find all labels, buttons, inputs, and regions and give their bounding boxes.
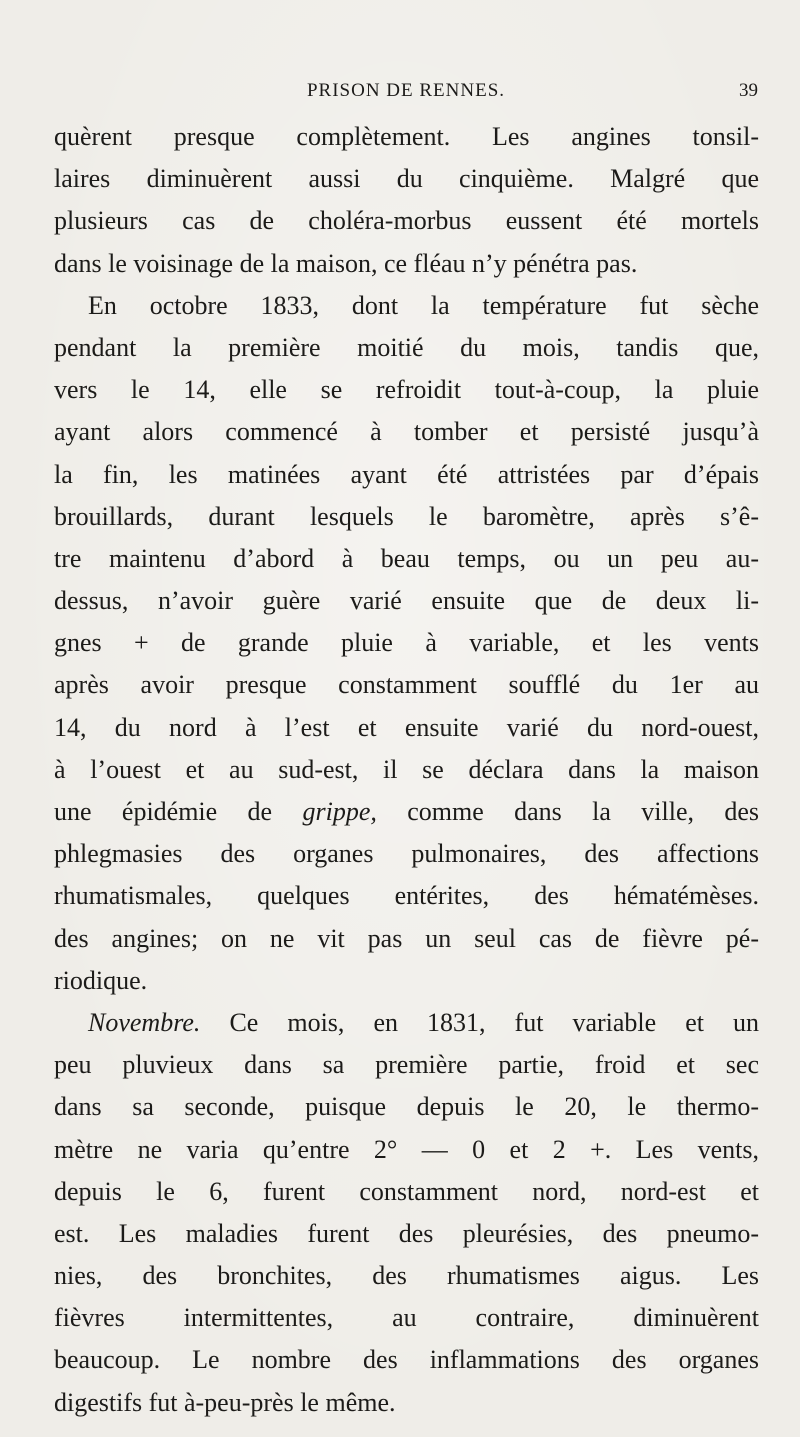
text-fragment: Ce mois, en 1831, fut variable et un xyxy=(229,1007,760,1037)
text-line: plusieurs cas de choléra-morbus eussent été mortels xyxy=(54,206,759,236)
text-line: tre maintenu d’abord à beau temps, ou un peu au- xyxy=(54,543,759,573)
text-line: des angines; on ne vit pas un seul cas de fièvre pé- xyxy=(54,923,759,953)
text-line-novembre xyxy=(54,1002,759,1044)
italic-month: Novembre. xyxy=(88,1007,201,1037)
text-line: la fin, les matinées ayant été attristées par d’épais xyxy=(54,459,759,489)
text-line-grippe xyxy=(54,791,759,833)
text-fragment: comme dans la ville, des xyxy=(407,797,760,826)
text-line: dessus, n’avoir guère varié ensuite que de deux li- xyxy=(54,586,759,616)
text-line: beaucoup. Le nombre des inflammations des organes xyxy=(54,1345,759,1375)
text-line: pendant la première moitié du mois, tandis que, xyxy=(54,332,759,362)
text-line: brouillards, durant lesquels le baromètre, après s’ê- xyxy=(54,501,759,531)
text-line: En octobre 1833, dont la température fut sèche xyxy=(88,290,759,320)
text-line: dans sa seconde, puisque depuis le 20, le thermo- xyxy=(54,1092,759,1122)
text-line: après avoir presque constamment soufflé du 1er au xyxy=(54,670,759,700)
text-line: rhumatismales, quelques entérites, des hématémèses. xyxy=(54,881,759,911)
text-line: nies, des bronchites, des rhumatismes aigus. Les xyxy=(54,1261,759,1291)
text-line: peu pluvieux dans sa première partie, froid et sec xyxy=(54,1050,759,1080)
text-line: laires diminuèrent aussi du cinquième. Malgré que xyxy=(54,164,759,194)
italic-word: grippe, xyxy=(302,797,377,826)
text-line: ayant alors commencé à tomber et persisté jusqu’à xyxy=(54,417,759,447)
text-line: fièvres intermittentes, au contraire, diminuèrent xyxy=(54,1303,759,1333)
text-line: quèrent presque complètement. Les angines tonsil- xyxy=(54,122,759,151)
text-line: à l’ouest et au sud-est, il se déclara dans la maison xyxy=(54,754,759,784)
running-head xyxy=(54,78,758,108)
text-line: gnes + de grande pluie à variable, et les vents xyxy=(54,628,759,658)
text-line: mètre ne varia qu’entre 2° — 0 et 2 +. Les vents, xyxy=(54,1134,759,1164)
text-line: depuis le 6, furent constamment nord, nord-est et xyxy=(54,1176,759,1206)
page-number: 39 xyxy=(739,80,758,101)
text-line: digestifs fut à-peu-près le même. xyxy=(54,1387,396,1417)
text-line: 14, du nord à l’est et ensuite varié du nord-ouest, xyxy=(54,712,759,742)
text-line: phlegmasies des organes pulmonaires, des affections xyxy=(54,839,759,869)
text-line: dans le voisinage de la maison, ce fléau n’y pénétra pas. xyxy=(54,248,638,278)
text-fragment: une épidémie de xyxy=(54,797,273,826)
body-text xyxy=(54,116,759,1424)
text-line: riodique. xyxy=(54,965,148,995)
text-line: vers le 14, elle se refroidit tout-à-coup, la pluie xyxy=(54,375,759,405)
text-line: est. Les maladies furent des pleurésies, des pneumo- xyxy=(54,1218,759,1248)
running-title: PRISON DE RENNES. xyxy=(306,80,506,101)
